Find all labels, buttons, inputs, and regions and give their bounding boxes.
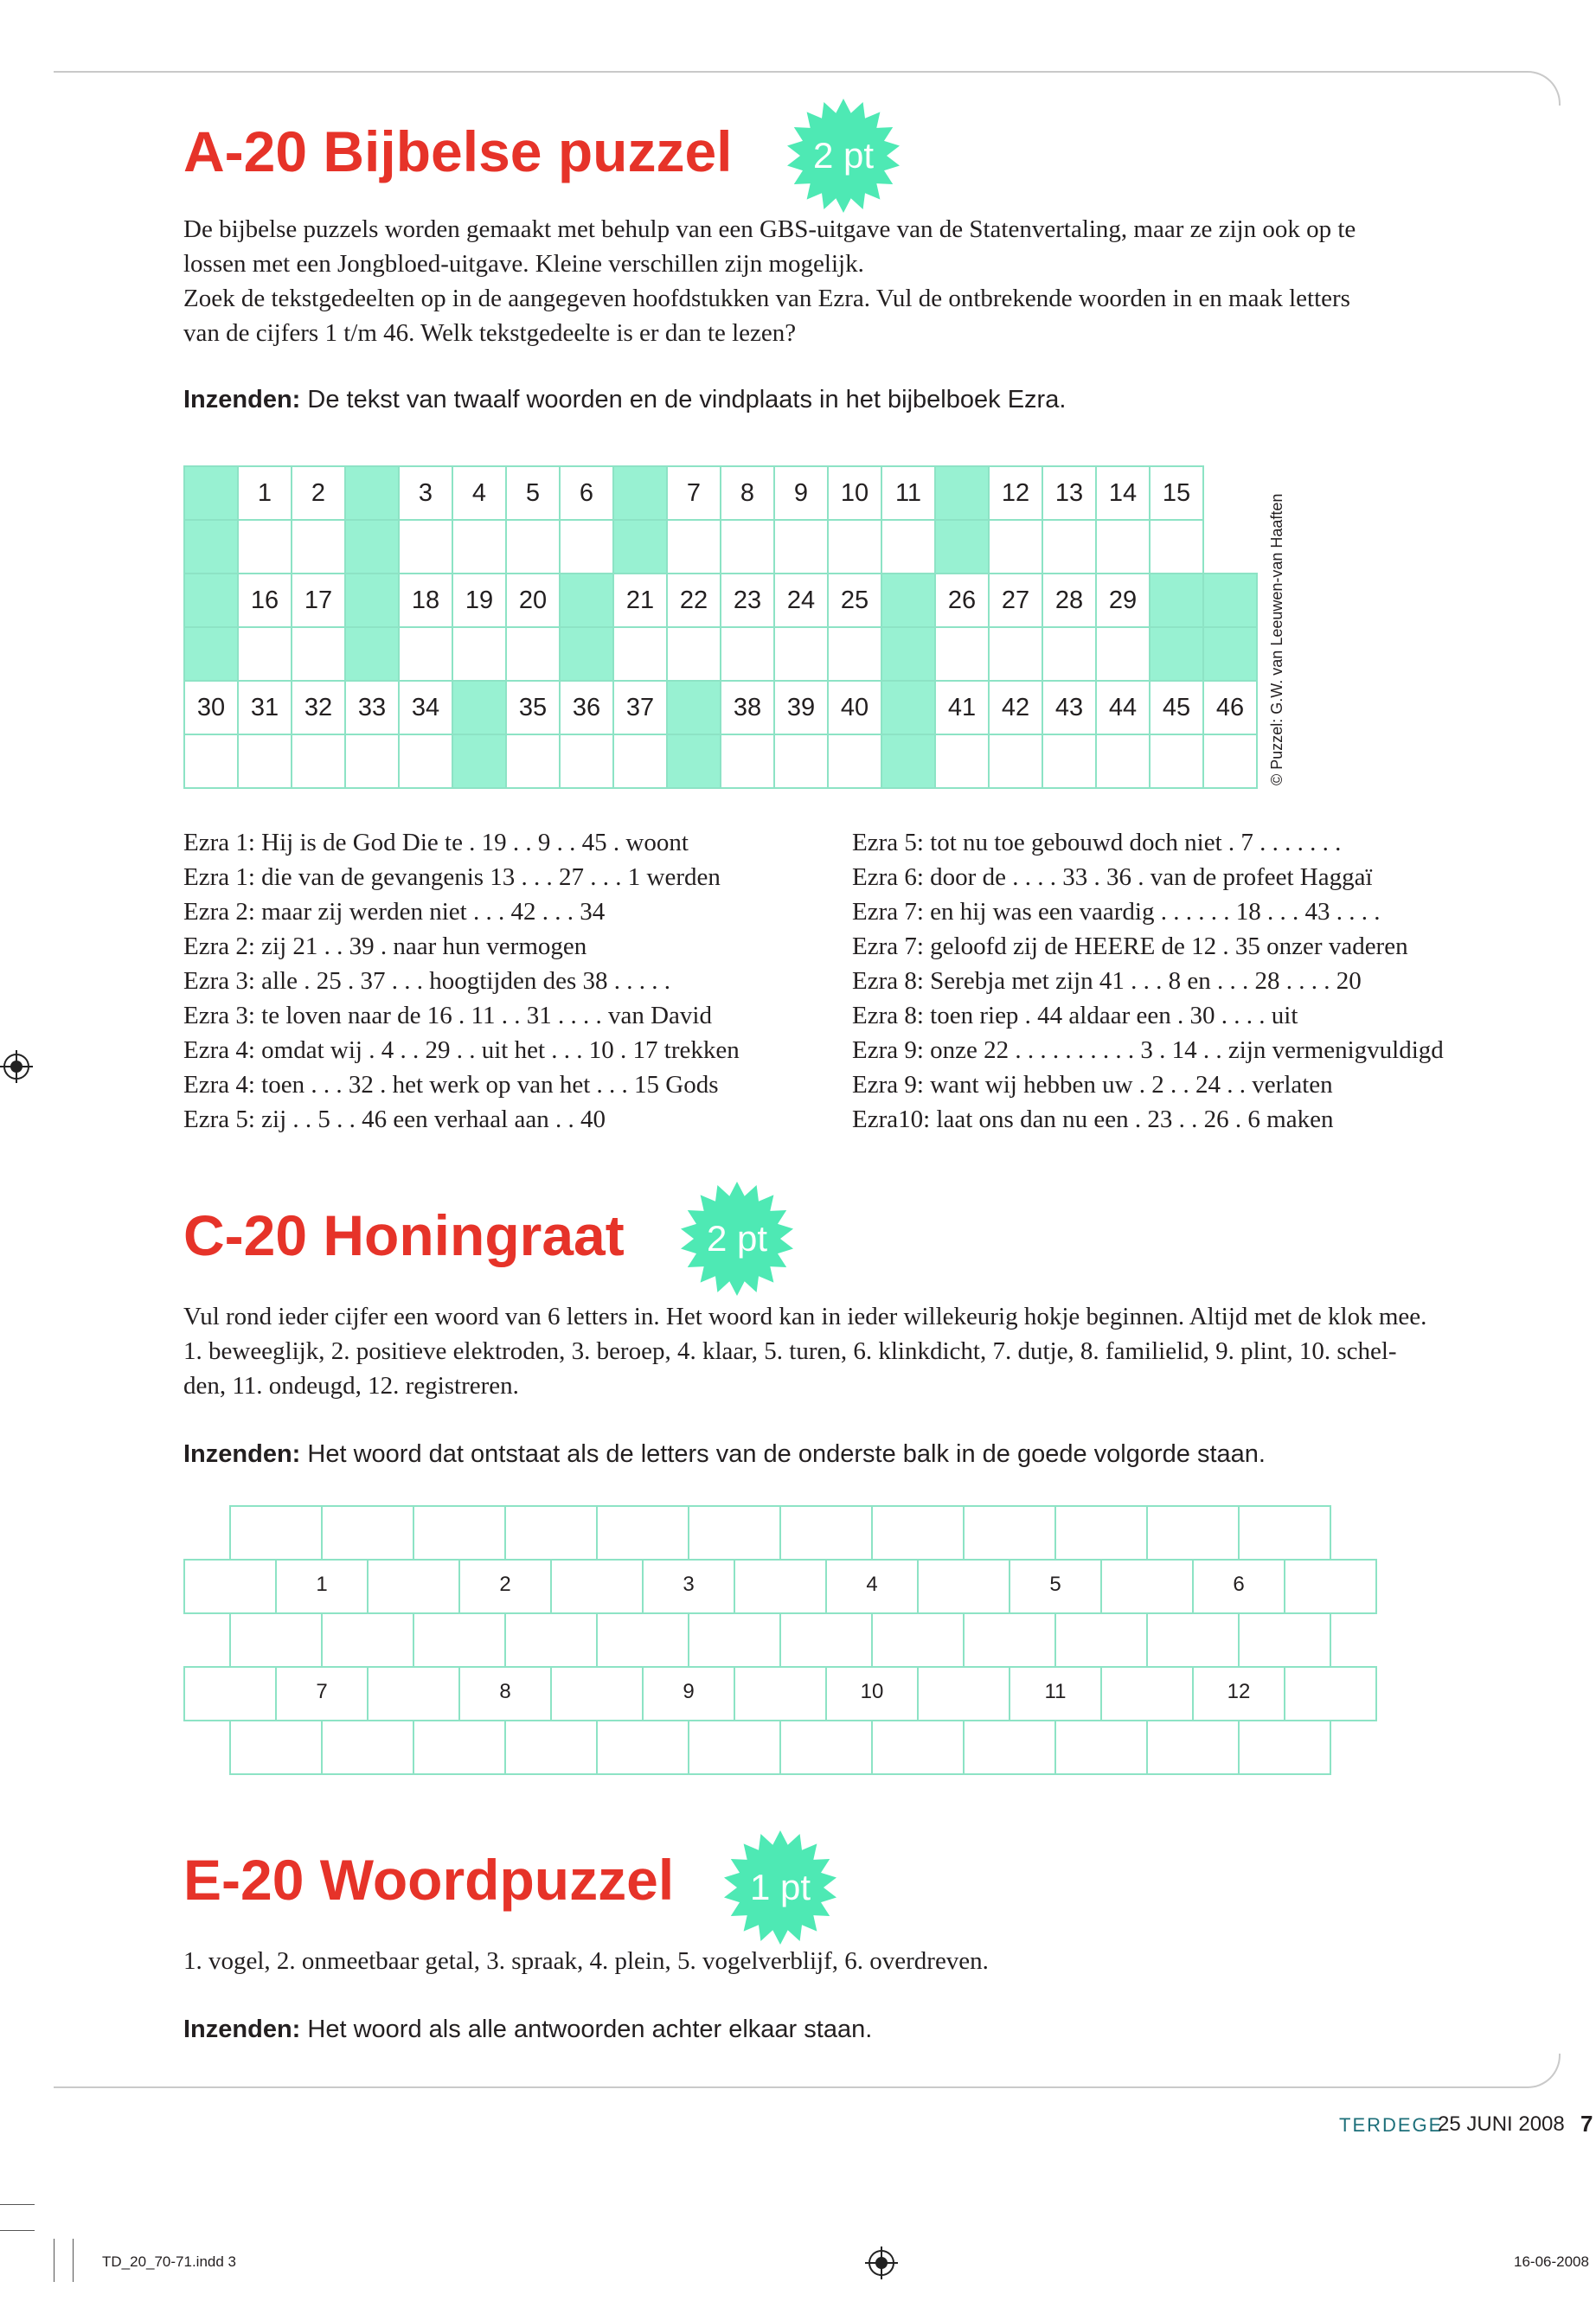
honeycomb-cell <box>1146 1612 1240 1668</box>
shaded-cell <box>345 520 399 574</box>
clue-line: Ezra10: laat ons dan nu een . 23 . . 26 . 6 maken <box>852 1106 1334 1133</box>
grid-cell <box>560 734 613 788</box>
grid-cell: 39 <box>774 681 828 734</box>
grid-cell <box>506 627 560 681</box>
grid-cell: 6 <box>560 466 613 520</box>
honeycomb-cell <box>596 1720 689 1775</box>
honeycomb-cell <box>963 1612 1056 1668</box>
shaded-cell <box>345 574 399 627</box>
grid-cell <box>1096 734 1150 788</box>
clue-line: Ezra 4: toen . . . 32 . het werk op van het . . . 15 Gods <box>183 1071 719 1099</box>
grid-cell <box>613 734 667 788</box>
grid-cell <box>399 520 452 574</box>
honeycomb-cell <box>1284 1666 1377 1721</box>
honeycomb-cell <box>688 1505 781 1561</box>
page-frame-bottom <box>54 2054 1561 2088</box>
clue-line: Ezra 1: Hij is de God Die te . 19 . . 9 . . 45 . woont <box>183 829 689 856</box>
slug-date: 16-06-2008 <box>1514 2253 1589 2270</box>
honeycomb-cell <box>1146 1505 1240 1561</box>
grid-cell: 11 <box>881 466 935 520</box>
grid-cell: 10 <box>828 466 881 520</box>
honeycomb-cell <box>183 1666 277 1721</box>
grid-cell <box>399 627 452 681</box>
empty-space <box>1203 466 1257 520</box>
c20-intro-line: den, 11. ondeugd, 12. registreren. <box>183 1372 519 1400</box>
shaded-cell <box>881 574 935 627</box>
clue-line: Ezra 2: zij 21 . . 39 . naar hun vermogen <box>183 933 587 960</box>
honeycomb-cell <box>413 1612 506 1668</box>
clue-line: Ezra 9: onze 22 . . . . . . . . . . 3 . 14 . . zijn vermenigvuldigd <box>852 1036 1444 1064</box>
e20-inzenden-text: Het woord als alle antwoorden achter elkaar staan. <box>307 2016 873 2043</box>
shaded-cell <box>184 520 238 574</box>
grid-cell: 4 <box>452 466 506 520</box>
honeycomb-cell <box>550 1666 644 1721</box>
shaded-cell <box>345 627 399 681</box>
grid-cell: 28 <box>1042 574 1096 627</box>
e20-clues-line: 1. vogel, 2. onmeetbaar getal, 3. spraak, 4. plein, 5. vogelverblijf, 6. overdreven. <box>183 1947 989 1975</box>
honeycomb-cell <box>504 1720 598 1775</box>
honeycomb-cell <box>183 1559 277 1614</box>
grid-cell: 2 <box>292 466 345 520</box>
grid-cell <box>613 627 667 681</box>
shaded-cell <box>613 520 667 574</box>
honeycomb-cell <box>871 1612 965 1668</box>
grid-cell: 24 <box>774 574 828 627</box>
grid-cell: 38 <box>721 681 774 734</box>
shaded-cell <box>881 734 935 788</box>
registration-mark-icon <box>865 2247 898 2279</box>
c20-inzenden-label: Inzenden: <box>183 1440 301 1468</box>
clue-line: Ezra 6: door de . . . . 33 . 36 . van de profeet Haggaï <box>852 863 1373 891</box>
honeycomb-cell <box>734 1559 827 1614</box>
footer-date: 25 JUNI 2008 <box>1438 2112 1565 2136</box>
grid-cell: 18 <box>399 574 452 627</box>
honeycomb-cell: 6 <box>1192 1559 1285 1614</box>
honeycomb-cell <box>229 1505 323 1561</box>
honeycomb-cell <box>1146 1720 1240 1775</box>
grid-cell: 20 <box>506 574 560 627</box>
clue-line: Ezra 9: want wij hebben uw . 2 . . 24 . . verlaten <box>852 1071 1333 1099</box>
grid-cell <box>292 520 345 574</box>
a20-inzenden-text: De tekst van twaalf woorden en de vindplaats in het bijbelboek Ezra. <box>307 386 1067 413</box>
grid-cell: 17 <box>292 574 345 627</box>
honeycomb-cell <box>321 1612 414 1668</box>
honeycomb-cell <box>779 1505 873 1561</box>
a20-inzenden-label: Inzenden: <box>183 386 301 413</box>
honeycomb-cell: 7 <box>275 1666 369 1721</box>
slug-filename: TD_20_70-71.indd 3 <box>102 2253 237 2270</box>
registration-mark-icon <box>0 1050 33 1083</box>
c20-inzenden <box>183 1440 1266 1469</box>
grid-cell <box>292 734 345 788</box>
grid-cell: 42 <box>989 681 1042 734</box>
grid-cell <box>774 734 828 788</box>
c20-points-label: 2 pt <box>706 1218 768 1259</box>
honeycomb-cell: 12 <box>1192 1666 1285 1721</box>
honeycomb-cell <box>1238 1612 1331 1668</box>
grid-row <box>184 466 1311 520</box>
e20-title: E-20 Woordpuzzel <box>183 1848 675 1912</box>
e20-points-label: 1 pt <box>749 1867 811 1907</box>
grid-cell: 7 <box>667 466 721 520</box>
grid-cell: 31 <box>238 681 292 734</box>
grid-row <box>184 574 1311 627</box>
honeycomb-cell <box>1054 1505 1148 1561</box>
c20-intro-line: Vul rond ieder cijfer een woord van 6 letters in. Het woord kan in ieder willekeurig hokje beginnen. Altijd met de klok mee. <box>183 1303 1427 1330</box>
e20-clues <box>183 1944 989 1978</box>
grid-cell <box>828 734 881 788</box>
grid-cell <box>238 627 292 681</box>
shaded-cell <box>560 574 613 627</box>
shaded-cell <box>1150 627 1203 681</box>
shaded-cell <box>345 466 399 520</box>
grid-cell: 5 <box>506 466 560 520</box>
grid-cell <box>238 734 292 788</box>
empty-space <box>1203 520 1257 574</box>
e20-inzenden-label: Inzenden: <box>183 2016 301 2043</box>
grid-cell: 34 <box>399 681 452 734</box>
honeycomb-cell <box>963 1505 1056 1561</box>
grid-cell <box>238 520 292 574</box>
honeycomb-cell <box>779 1612 873 1668</box>
honeycomb-cell <box>596 1505 689 1561</box>
honeycomb-cell <box>229 1720 323 1775</box>
honeycomb-cell <box>917 1666 1010 1721</box>
a20-intro-line: Zoek de tekstgedeelten op in de aangegeven hoofdstukken van Ezra. Vul de ontbrekende woorden in en maak letters <box>183 285 1350 312</box>
shaded-cell <box>184 466 238 520</box>
a20-clues-left <box>183 825 740 1137</box>
a20-title: A-20 Bijbelse puzzel <box>183 119 733 183</box>
honeycomb-cell <box>1054 1720 1148 1775</box>
grid-cell <box>667 520 721 574</box>
shaded-cell <box>667 681 721 734</box>
grid-cell: 12 <box>989 466 1042 520</box>
grid-cell: 3 <box>399 466 452 520</box>
honeycomb-cell <box>917 1559 1010 1614</box>
e20-inzenden <box>183 2016 872 2044</box>
grid-cell <box>1042 627 1096 681</box>
honeycomb-cell <box>229 1612 323 1668</box>
grid-row <box>184 627 1311 681</box>
grid-cell: 30 <box>184 681 238 734</box>
grid-cell: 41 <box>935 681 989 734</box>
grid-cell: 45 <box>1150 681 1203 734</box>
grid-cell: 33 <box>345 681 399 734</box>
a20-points-badge <box>783 95 904 216</box>
clue-line: Ezra 2: maar zij werden niet . . . 42 . . . 34 <box>183 898 606 926</box>
grid-cell <box>721 627 774 681</box>
c20-intro-line: 1. beweeglijk, 2. positieve elektroden, 3. beroep, 4. klaar, 5. turen, 6. klinkdicht, 7. dutje, 8. familielid, 9. plint, 10. schel- <box>183 1337 1397 1365</box>
crop-mark <box>0 2204 35 2205</box>
grid-cell: 27 <box>989 574 1042 627</box>
grid-cell: 23 <box>721 574 774 627</box>
honeycomb-cell <box>550 1559 644 1614</box>
grid-cell: 44 <box>1096 681 1150 734</box>
grid-cell: 29 <box>1096 574 1150 627</box>
grid-cell <box>560 520 613 574</box>
shaded-cell <box>560 627 613 681</box>
a20-intro-line: lossen met een Jongbloed-uitgave. Kleine verschillen zijn mogelijk. <box>183 250 864 278</box>
e20-points-badge <box>720 1827 841 1948</box>
grid-cell <box>292 627 345 681</box>
honeycomb-cell <box>779 1720 873 1775</box>
grid-cell <box>989 734 1042 788</box>
shaded-cell <box>613 466 667 520</box>
grid-cell <box>345 734 399 788</box>
shaded-cell <box>184 627 238 681</box>
shaded-cell <box>184 574 238 627</box>
shaded-cell <box>667 734 721 788</box>
c20-title: C-20 Honingraat <box>183 1203 625 1267</box>
grid-cell <box>721 734 774 788</box>
honeycomb-cell <box>367 1559 460 1614</box>
honeycomb-cell <box>688 1612 781 1668</box>
grid-cell: 19 <box>452 574 506 627</box>
a20-intro <box>183 212 1356 350</box>
grid-cell: 9 <box>774 466 828 520</box>
grid-cell <box>828 627 881 681</box>
honeycomb-cell <box>1284 1559 1377 1614</box>
honeycomb-cell: 11 <box>1009 1666 1102 1721</box>
grid-cell <box>935 734 989 788</box>
honeycomb-cell <box>321 1720 414 1775</box>
shaded-cell <box>452 681 506 734</box>
grid-cell <box>1203 734 1257 788</box>
honeycomb-cell <box>963 1720 1056 1775</box>
honeycomb-cell: 10 <box>825 1666 919 1721</box>
grid-cell <box>1096 520 1150 574</box>
honeycomb-cell <box>688 1720 781 1775</box>
c20-inzenden-text: Het woord dat ontstaat als de letters van de onderste balk in de goede volgorde staan. <box>307 1440 1266 1468</box>
shaded-cell <box>1203 627 1257 681</box>
grid-cell: 16 <box>238 574 292 627</box>
clue-line: Ezra 1: die van de gevangenis 13 . . . 27 . . . 1 werden <box>183 863 721 891</box>
grid-cell: 15 <box>1150 466 1203 520</box>
honeycomb-cell <box>1100 1559 1194 1614</box>
shaded-cell <box>1150 574 1203 627</box>
honeycomb-cell <box>871 1505 965 1561</box>
c20-points-badge <box>676 1178 798 1299</box>
a20-clues-right <box>852 825 1444 1137</box>
a20-intro-line: De bijbelse puzzels worden gemaakt met behulp van een GBS-uitgave van de Statenvertaling, maar ze zijn ook op te <box>183 215 1356 243</box>
clue-line: Ezra 3: te loven naar de 16 . 11 . . 31 . . . . van David <box>183 1002 712 1029</box>
grid-cell <box>1042 734 1096 788</box>
honeycomb-cell <box>734 1666 827 1721</box>
grid-cell <box>881 520 935 574</box>
honeycomb-cell <box>413 1505 506 1561</box>
honeycomb-cell <box>504 1612 598 1668</box>
grid-cell <box>774 627 828 681</box>
grid-cell: 35 <box>506 681 560 734</box>
grid-cell <box>1096 627 1150 681</box>
grid-cell: 43 <box>1042 681 1096 734</box>
clue-line: Ezra 5: zij . . 5 . . 46 een verhaal aan . . 40 <box>183 1106 606 1133</box>
grid-cell <box>1042 520 1096 574</box>
a20-intro-line: van de cijfers 1 t/m 46. Welk tekstgedeelte is er dan te lezen? <box>183 319 797 347</box>
grid-cell: 26 <box>935 574 989 627</box>
grid-cell <box>667 627 721 681</box>
grid-row <box>184 681 1311 734</box>
grid-cell: 22 <box>667 574 721 627</box>
c20-intro <box>183 1299 1426 1403</box>
grid-cell: 32 <box>292 681 345 734</box>
grid-cell: 21 <box>613 574 667 627</box>
shaded-cell <box>881 681 935 734</box>
honeycomb-cell <box>1054 1612 1148 1668</box>
grid-cell: 36 <box>560 681 613 734</box>
a20-inzenden <box>183 386 1066 414</box>
honeycomb-cell: 1 <box>275 1559 369 1614</box>
grid-cell <box>1150 520 1203 574</box>
grid-cell: 1 <box>238 466 292 520</box>
shaded-cell <box>881 627 935 681</box>
grid-cell <box>399 734 452 788</box>
clue-line: Ezra 7: geloofd zij de HEERE de 12 . 35 onzer vaderen <box>852 933 1408 960</box>
a20-points-label: 2 pt <box>812 135 875 176</box>
honeycomb-cell: 8 <box>458 1666 552 1721</box>
grid-row <box>184 734 1311 788</box>
footer-page-number: 7 <box>1580 2111 1593 2137</box>
grid-cell <box>452 520 506 574</box>
grid-row <box>184 520 1311 574</box>
honeycomb-cell: 2 <box>458 1559 552 1614</box>
grid-cell <box>184 734 238 788</box>
honeycomb-cell <box>504 1505 598 1561</box>
clue-line: Ezra 8: toen riep . 44 aldaar een . 30 . . . . uit <box>852 1002 1298 1029</box>
honeycomb-cell: 3 <box>642 1559 735 1614</box>
honeycomb-cell: 9 <box>642 1666 735 1721</box>
crop-mark <box>0 2230 35 2231</box>
honeycomb-cell <box>413 1720 506 1775</box>
clue-line: Ezra 8: Serebja met zijn 41 . . . 8 en . . . 28 . . . . 20 <box>852 967 1362 995</box>
honeycomb-cell <box>1238 1505 1331 1561</box>
shaded-cell <box>935 520 989 574</box>
grid-cell: 8 <box>721 466 774 520</box>
honeycomb-cell <box>321 1505 414 1561</box>
grid-cell <box>506 520 560 574</box>
grid-cell <box>774 520 828 574</box>
grid-cell: 46 <box>1203 681 1257 734</box>
clue-line: Ezra 5: tot nu toe gebouwd doch niet . 7 . . . . . . . <box>852 829 1342 856</box>
honeycomb-cell: 5 <box>1009 1559 1102 1614</box>
shaded-cell <box>935 466 989 520</box>
crop-mark <box>73 2239 74 2282</box>
grid-cell <box>989 627 1042 681</box>
clue-line: Ezra 7: en hij was een vaardig . . . . . . 18 . . . 43 . . . . <box>852 898 1381 926</box>
clue-line: Ezra 4: omdat wij . 4 . . 29 . . uit het . . . 10 . 17 trekken <box>183 1036 740 1064</box>
shaded-cell <box>1203 574 1257 627</box>
grid-cell: 13 <box>1042 466 1096 520</box>
clue-line: Ezra 3: alle . 25 . 37 . . . hoogtijden des 38 . . . . . <box>183 967 670 995</box>
grid-cell: 40 <box>828 681 881 734</box>
grid-cell <box>828 520 881 574</box>
honeycomb-cell <box>1100 1666 1194 1721</box>
a20-puzzle-grid <box>183 465 1311 789</box>
grid-cell: 14 <box>1096 466 1150 520</box>
grid-cell: 37 <box>613 681 667 734</box>
grid-cell <box>1150 734 1203 788</box>
a20-credit: © Puzzel: G.W. van Leeuwen-van Haaften <box>1268 493 1285 785</box>
grid-cell: 25 <box>828 574 881 627</box>
grid-cell <box>989 520 1042 574</box>
honeycomb-cell <box>1238 1720 1331 1775</box>
shaded-cell <box>452 734 506 788</box>
footer-magazine: TERDEGE <box>1339 2114 1444 2136</box>
honeycomb-cell <box>871 1720 965 1775</box>
grid-cell <box>721 520 774 574</box>
grid-cell <box>452 627 506 681</box>
honeycomb-cell <box>596 1612 689 1668</box>
grid-cell <box>506 734 560 788</box>
honeycomb-cell <box>367 1666 460 1721</box>
honeycomb-cell: 4 <box>825 1559 919 1614</box>
grid-cell <box>935 627 989 681</box>
